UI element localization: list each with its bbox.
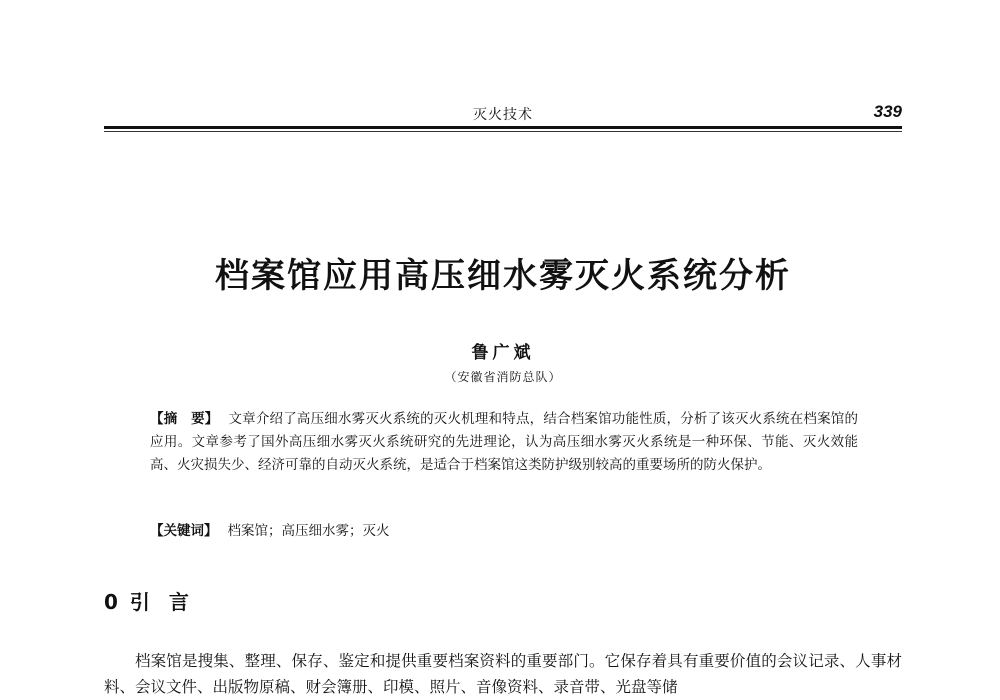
header-rule-thin xyxy=(104,131,902,132)
running-title: 灭火技术 xyxy=(473,107,533,123)
author-name: 鲁广斌 xyxy=(471,343,535,363)
section-number: 0 xyxy=(104,590,124,614)
author-affiliation: （安徽省消防总队） xyxy=(444,370,562,384)
abstract-text: 文章介绍了高压细水雾灭火系统的灭火机理和特点，结合档案馆功能性质，分析了该灭火系统在档案馆的应用。文章参考了国外高压细水雾灭火系统研究的先进理论，认为高压细水雾灭火系统是一种环保、节能、灭火效能高、火灾损失少、经济可靠的自动灭火系统，是适合于档案馆这类防护级别较高的重要场所的防火保护。 xyxy=(150,411,859,473)
keywords-text: 档案馆；高压细水雾；灭火 xyxy=(227,523,390,539)
abstract xyxy=(150,408,858,477)
article-title: 档案馆应用高压细水雾灭火系统分析 xyxy=(215,256,791,296)
abstract-label: 【摘 要】 xyxy=(150,411,219,427)
keywords-label: 【关键词】 xyxy=(150,523,218,539)
running-header xyxy=(104,100,902,126)
section-heading xyxy=(104,586,195,615)
page-number: 339 xyxy=(873,102,902,121)
body-paragraph: 档案馆是搜集、整理、保存、鉴定和提供重要档案资料的重要部门。它保存着具有重要价值的会议记录、人事材料、会议文件、出版物原稿、财会簿册、印模、照片、音像资料、录音带、光盘等储 xyxy=(104,652,902,696)
header-rule-thick xyxy=(104,126,902,129)
section-title: 引 言 xyxy=(129,590,195,614)
keywords xyxy=(150,520,858,543)
